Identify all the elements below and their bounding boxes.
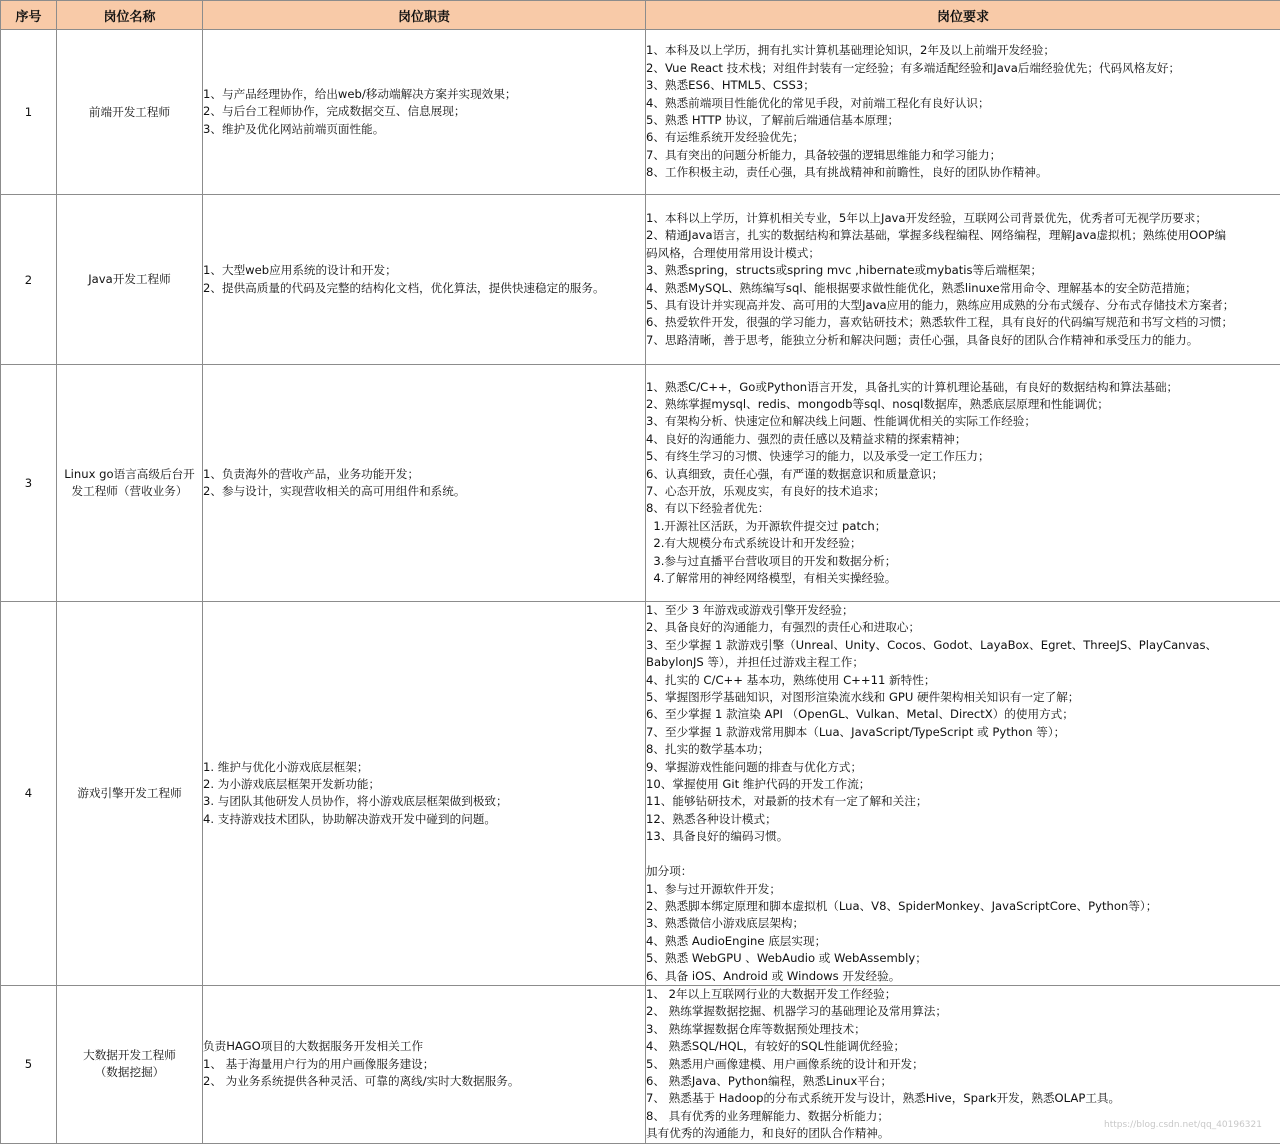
job-requirements-line: 12、熟悉各种设计模式；	[646, 811, 1280, 828]
job-requirements-line: 2、Vue React 技术栈；对组件封装有一定经验；有多端适配经验和Java后端经验优先；代码风格友好；	[646, 60, 1280, 77]
job-requirements-line: 5、掌握图形学基础知识，对图形渲染流水线和 GPU 硬件架构相关知识有一定了解；	[646, 689, 1280, 706]
row-number: 3	[1, 365, 57, 602]
job-requirements-line: 7、至少掌握 1 款游戏常用脚本（Lua、JavaScript/TypeScript 或 Python 等）；	[646, 724, 1280, 741]
job-requirements-line: 5、 熟悉用户画像建模、用户画像系统的设计和开发；	[646, 1056, 1280, 1073]
job-requirements-line: 6、 熟悉Java、Python编程，熟悉Linux平台；	[646, 1073, 1280, 1090]
job-requirements	[646, 365, 1280, 602]
job-requirements-line: 4、扎实的 C/C++ 基本功，熟练使用 C++11 新特性；	[646, 672, 1280, 689]
job-requirements-line: 8、扎实的数学基本功；	[646, 741, 1280, 758]
job-requirements-line: 具有优秀的沟通能力，和良好的团队合作精神。	[646, 1125, 1280, 1142]
job-requirements-line: 2.有大规模分布式系统设计和开发经验；	[646, 535, 1280, 552]
job-duties-line: 1. 维护与优化小游戏底层框架；	[203, 759, 645, 776]
job-requirements-line: 3、至少掌握 1 款游戏引擎（Unreal、Unity、Cocos、Godot、LayaBox、Egret、ThreeJS、PlayCanvas、	[646, 637, 1280, 654]
job-duties-line: 2、 为业务系统提供各种灵活、可靠的离线/实时大数据服务。	[203, 1073, 645, 1090]
job-requirements-line: 2、具备良好的沟通能力，有强烈的责任心和进取心；	[646, 619, 1280, 636]
job-requirements-line: 5、具有设计并实现高并发、高可用的大型Java应用的能力，熟练应用成熟的分布式缓存、分布式存储技术方案者；	[646, 297, 1280, 314]
job-requirements-line: 10、掌握使用 Git 维护代码的开发工作流；	[646, 776, 1280, 793]
job-duties-line: 4. 支持游戏技术团队，协助解决游戏开发中碰到的问题。	[203, 811, 645, 828]
job-requirements-line: 7、思路清晰，善于思考，能独立分析和解决问题；责任心强，具备良好的团队合作精神和承受压力的能力。	[646, 332, 1280, 349]
job-requirements-line: 6、有运维系统开发经验优先；	[646, 129, 1280, 146]
job-title-line: Linux go语言高级后台开	[57, 466, 202, 483]
job-title	[57, 365, 203, 602]
job-title-line: Java开发工程师	[57, 271, 202, 288]
job-requirements-line: 2、 熟练掌握数据挖掘、机器学习的基础理论及常用算法；	[646, 1003, 1280, 1020]
job-title-line: （数据挖掘）	[57, 1064, 202, 1081]
watermark: https://blog.csdn.net/qq_40196321	[1104, 1120, 1262, 1130]
job-requirements	[646, 30, 1280, 195]
job-requirements-line: 码风格，合理使用常用设计模式；	[646, 245, 1280, 262]
job-requirements-line: 2、精通Java语言，扎实的数据结构和算法基础，掌握多线程编程、网络编程，理解Java虚拟机；熟练使用OOP编	[646, 227, 1280, 244]
job-requirements-line: 8、 具有优秀的业务理解能力、数据分析能力；	[646, 1108, 1280, 1125]
job-requirements	[646, 602, 1280, 986]
header-num: 序号	[1, 1, 57, 30]
job-requirements-line	[646, 846, 1280, 863]
job-duties-line: 2、与后台工程师协作，完成数据交互、信息展现；	[203, 103, 645, 120]
job-duties-line: 2. 为小游戏底层框架开发新功能；	[203, 776, 645, 793]
job-requirements-line: 9、掌握游戏性能问题的排查与优化方式；	[646, 759, 1280, 776]
job-duties-line: 负责HAGO项目的大数据服务开发相关工作	[203, 1038, 645, 1055]
job-requirements-line: 4、熟悉 AudioEngine 底层实现；	[646, 933, 1280, 950]
table-row	[1, 365, 1280, 602]
job-duties-line: 1、大型web应用系统的设计和开发；	[203, 262, 645, 279]
job-requirements-line: 1、本科及以上学历，拥有扎实计算机基础理论知识，2年及以上前端开发经验；	[646, 42, 1280, 59]
header-duties: 岗位职责	[203, 1, 646, 30]
job-requirements-line: 5、熟悉 WebGPU 、WebAudio 或 WebAssembly；	[646, 950, 1280, 967]
job-requirements-line: 4、熟悉前端项目性能优化的常见手段，对前端工程化有良好认识；	[646, 95, 1280, 112]
table-row	[1, 985, 1280, 1143]
table-row	[1, 195, 1280, 365]
job-requirements-line: 1、熟悉C/C++，Go或Python语言开发，具备扎实的计算机理论基础，有良好的数据结构和算法基础；	[646, 379, 1280, 396]
job-requirements-line: 1、 2年以上互联网行业的大数据开发工作经验；	[646, 986, 1280, 1003]
job-requirements-line: 1、参与过开源软件开发；	[646, 881, 1280, 898]
job-title-line: 发工程师（营收业务）	[57, 483, 202, 500]
job-duties-line: 1、与产品经理协作，给出web/移动端解决方案并实现效果；	[203, 86, 645, 103]
job-requirements-line: 7、 熟悉基于 Hadoop的分布式系统开发与设计，熟悉Hive，Spark开发，熟悉OLAP工具。	[646, 1090, 1280, 1107]
job-requirements-line: 13、具备良好的编码习惯。	[646, 828, 1280, 845]
job-duties-line: 3. 与团队其他研发人员协作，将小游戏底层框架做到极致；	[203, 793, 645, 810]
job-requirements-line: 8、有以下经验者优先：	[646, 500, 1280, 517]
job-requirements-line: 7、心态开放，乐观皮实，有良好的技术追求；	[646, 483, 1280, 500]
job-requirements-line: 3.参与过直播平台营收项目的开发和数据分析；	[646, 553, 1280, 570]
job-requirements	[646, 195, 1280, 365]
table-row	[1, 30, 1280, 195]
job-title	[57, 30, 203, 195]
job-duties	[203, 195, 646, 365]
job-requirements-line: 11、能够钻研技术，对最新的技术有一定了解和关注；	[646, 793, 1280, 810]
job-requirements-line: 3、熟悉spring，structs或spring mvc ,hibernate或mybatis等后端框架；	[646, 262, 1280, 279]
job-duties	[203, 985, 646, 1143]
row-number: 2	[1, 195, 57, 365]
job-duties-line: 2、提供高质量的代码及完整的结构化文档，优化算法，提供快速稳定的服务。	[203, 280, 645, 297]
job-requirements-line: 3、 熟练掌握数据仓库等数据预处理技术；	[646, 1021, 1280, 1038]
job-requirements-line: 6、至少掌握 1 款渲染 API （OpenGL、Vulkan、Metal、DirectX）的使用方式；	[646, 706, 1280, 723]
job-requirements-line: 4、良好的沟通能力、强烈的责任感以及精益求精的探索精神；	[646, 431, 1280, 448]
header-title: 岗位名称	[57, 1, 203, 30]
job-requirements-line: 8、工作积极主动，责任心强，具有挑战精神和前瞻性，良好的团队协作精神。	[646, 164, 1280, 181]
job-requirements-line: 7、具有突出的问题分析能力，具备较强的逻辑思维能力和学习能力；	[646, 147, 1280, 164]
job-requirements-line: 1、本科以上学历，计算机相关专业，5年以上Java开发经验，互联网公司背景优先，优秀者可无视学历要求；	[646, 210, 1280, 227]
job-requirements-line: 5、熟悉 HTTP 协议，了解前后端通信基本原理；	[646, 112, 1280, 129]
row-number: 5	[1, 985, 57, 1143]
job-title-line: 前端开发工程师	[57, 104, 202, 121]
table-row	[1, 602, 1280, 986]
job-duties-line: 1、负责海外的营收产品，业务功能开发；	[203, 466, 645, 483]
job-requirements-line: BabylonJS 等），并担任过游戏主程工作；	[646, 654, 1280, 671]
row-number: 4	[1, 602, 57, 986]
job-title-line: 大数据开发工程师	[57, 1047, 202, 1064]
job-requirements-line: 6、热爱软件开发，很强的学习能力，喜欢钻研技术；熟悉软件工程，具有良好的代码编写规范和书写文档的习惯；	[646, 314, 1280, 331]
job-requirements-line: 2、熟悉脚本绑定原理和脚本虚拟机（Lua、V8、SpiderMonkey、JavaScriptCore、Python等）；	[646, 898, 1280, 915]
job-requirements-line: 6、认真细致，责任心强，有严谨的数据意识和质量意识；	[646, 466, 1280, 483]
job-duties	[203, 365, 646, 602]
job-duties	[203, 602, 646, 986]
job-requirements-line: 4、 熟悉SQL/HQL，有较好的SQL性能调优经验；	[646, 1038, 1280, 1055]
job-duties	[203, 30, 646, 195]
job-requirements-line: 2、熟练掌握mysql、redis、mongodb等sql、nosql数据库，熟悉底层原理和性能调优；	[646, 396, 1280, 413]
job-requirements-line: 1.开源社区活跃，为开源软件提交过 patch；	[646, 518, 1280, 535]
job-requirements-line: 加分项：	[646, 863, 1280, 880]
job-requirements-line: 4.了解常用的神经网络模型，有相关实操经验。	[646, 570, 1280, 587]
job-duties-line: 3、维护及优化网站前端页面性能。	[203, 121, 645, 138]
job-requirements-line: 3、熟悉ES6、HTML5、CSS3；	[646, 77, 1280, 94]
job-title	[57, 985, 203, 1143]
job-title	[57, 602, 203, 986]
job-requirements-line: 3、熟悉微信小游戏底层架构；	[646, 915, 1280, 932]
job-duties-line: 1、 基于海量用户行为的用户画像服务建设；	[203, 1056, 645, 1073]
header-requirements: 岗位要求	[646, 1, 1280, 30]
job-title-line: 游戏引擎开发工程师	[57, 785, 202, 802]
job-requirements-line: 5、有终生学习的习惯、快速学习的能力，以及承受一定工作压力；	[646, 448, 1280, 465]
job-title	[57, 195, 203, 365]
job-duties-line: 2、参与设计，实现营收相关的高可用组件和系统。	[203, 483, 645, 500]
job-requirements-line: 3、有架构分析、快速定位和解决线上问题、性能调优相关的实际工作经验；	[646, 413, 1280, 430]
header-row	[1, 1, 1280, 30]
job-requirements-line: 4、熟悉MySQL、熟练编写sql、能根据要求做性能优化，熟悉linuxe常用命令、理解基本的安全防范措施；	[646, 280, 1280, 297]
job-requirements-line: 1、至少 3 年游戏或游戏引擎开发经验；	[646, 602, 1280, 619]
row-number: 1	[1, 30, 57, 195]
job-requirements-line: 6、具备 iOS、Android 或 Windows 开发经验。	[646, 968, 1280, 985]
